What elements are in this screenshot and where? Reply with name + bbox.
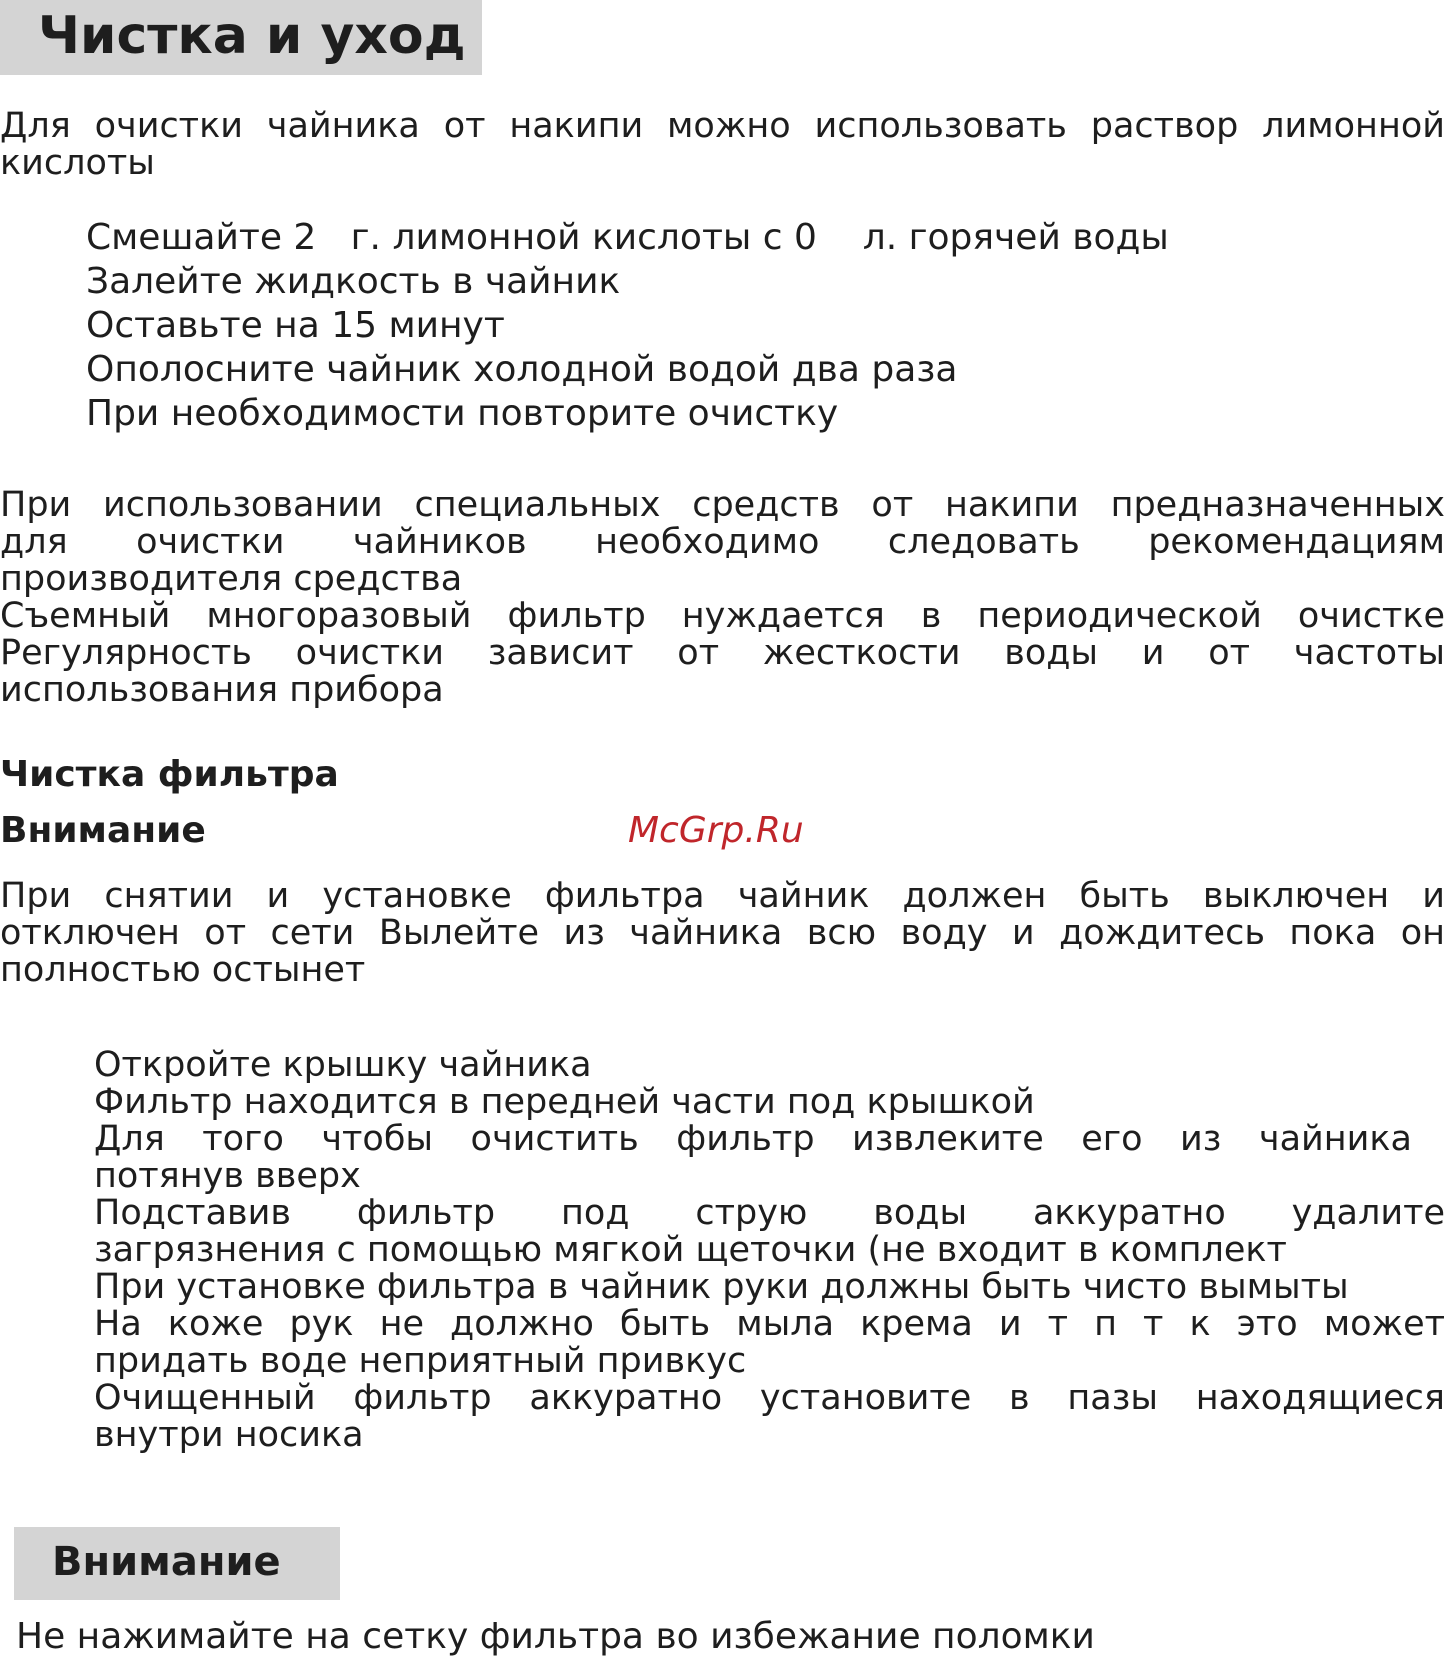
list-item: Смешайте 2 г. лимонной кислоты с 0 л. горячей воды [86,217,1169,258]
intro-paragraph [0,108,1445,182]
list-item: Откройте крышку чайника [94,1045,592,1085]
watermark-text: McGrp.Ru [628,810,804,851]
text-line: кислоты [0,143,155,183]
list-item: Залейте жидкость в чайник [86,261,621,302]
list-item: На коже рук не должно быть мыла крема и т п т к это может [94,1304,1445,1344]
descaler-paragraph [0,487,1445,709]
list-item: загрязнения с помощью мягкой щеточки (не входит в комплект [94,1230,1287,1270]
text-line: полностью остынет [0,950,366,990]
caution-paragraph [0,878,1445,989]
list-item: Очищенный фильтр аккуратно установите в пазы находящиеся [94,1378,1445,1418]
list-item: придать воде неприятный привкус [94,1341,747,1381]
list-item: Ополосните чайник холодной водой два раза [86,349,958,390]
list-item: Фильтр находится в передней части под крышкой [94,1082,1035,1122]
text-line: Регулярность очистки зависит от жесткости воды и от частоты [0,633,1445,673]
text-line: использования прибора [0,670,444,710]
text-line: производителя средства [0,559,463,599]
text-line: для очистки чайников необходимо следовать рекомендациям [0,522,1445,562]
text-line: Съемный многоразовый фильтр нуждается в периодической очистке [0,596,1445,636]
text-line: отключен от сети Вылейте из чайника всю воду и дождитесь пока он [0,913,1445,953]
filter-steps [94,1047,1445,1454]
text-line: При использовании специальных средств от накипи предназначенных [0,485,1445,525]
page-title: Чистка и уход [38,6,466,66]
text-line: Для очистки чайника от накипи можно использовать раствор лимонной [0,106,1445,146]
warning-heading: Внимание [0,810,206,851]
warning-note: Не нажимайте на сетку фильтра во избежание поломки [16,1616,1095,1657]
list-item: внутри носика [94,1415,364,1455]
warning-banner-title: Внимание [52,1539,281,1585]
text-line: При снятии и установке фильтра чайник должен быть выключен и [0,876,1445,916]
list-item: При необходимости повторите очистку [86,393,839,434]
filter-cleaning-heading: Чистка фильтра [0,754,339,795]
descaling-steps [86,216,1169,436]
list-item: При установке фильтра в чайник руки должны быть чисто вымыты [94,1267,1349,1307]
list-item: потянув вверх [94,1156,361,1196]
list-item: Для того чтобы очистить фильтр извлеките его из чайника [94,1119,1412,1159]
list-item: Подставив фильтр под струю воды аккуратно удалите [94,1193,1445,1233]
list-item: Оставьте на 15 минут [86,305,505,346]
